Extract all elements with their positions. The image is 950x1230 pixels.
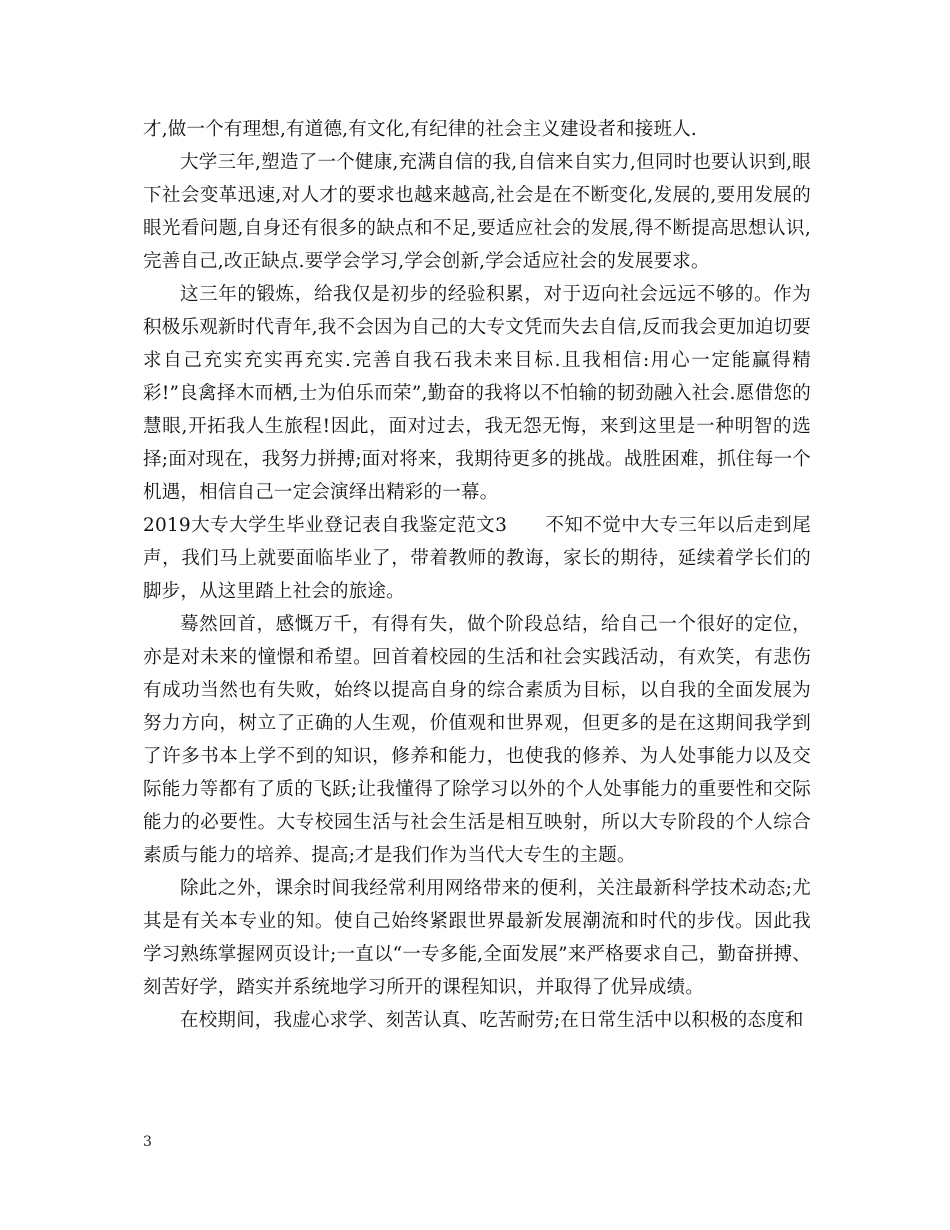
paragraph-2: 大学三年,塑造了一个健康,充满自信的我,自信来自实力,但同时也要认识到,眼下社会变革迅速,对人才的要求也越来越高,社会是在不断变化,发展的,要用发展的眼光看问题,自身还有很多的缺点和不足,要适应社会的发展,得不断提高思想认识,完善自己,改正缺点.要学会学习,学会创新,学会适应社会的发展要求。 [143, 152, 811, 272]
paragraph-1: 才,做一个有理想,有道德,有文化,有纪律的社会主义建设者和接班人. [143, 119, 698, 140]
paragraph-6: 除此之外，课余时间我经常利用网络带来的便利，关注最新科学技术动态;尤其是有关本专业的知。使自己始终紧跟世界最新发展潮流和时代的步伐。因此我学习熟练掌握网页设计;一直以“一专多能,全面发展”来严格要求自己，勤奋拼搏、刻苦好学，踏实并系统地学习所开的课程知识，并取得了优异成绩。 [143, 878, 811, 998]
paragraph-5: 蓦然回首，感慨万千，有得有失，做个阶段总结，给自己一个很好的定位，亦是对未来的憧憬和希望。回首着校园的生活和社会实践活动，有欢笑，有悲伤有成功当然也有失败，始终以提高自身的综合素质为目标，以自我的全面发展为努力方向，树立了正确的人生观，价值观和世界观，但更多的是在这期间我学到了许多书本上学不到的知识，修养和能力，也使我的修养、为人处事能力以及交际能力等都有了质的飞跃;让我懂得了除学习以外的个人处事能力的重要性和交际能力的必要性。大专校园生活与社会生活是相互映射，所以大专阶段的个人综合素质与能力的培养、提高;才是我们作为当代大专生的主题。 [143, 614, 811, 866]
document-body [143, 113, 811, 1037]
paragraph-4-section-heading: 2019大专大学生毕业登记表自我鉴定范文3 不知不觉中大专三年以后走到尾声，我们马上就要面临毕业了，带着教师的教诲，家长的期待，延续着学长们的脚步，从这里踏上社会的旅途。 [143, 515, 811, 602]
paragraph-3: 这三年的锻炼，给我仅是初步的经验积累，对于迈向社会远远不够的。作为积极乐观新时代青年,我不会因为自己的大专文凭而失去自信,反而我会更加迫切要求自己充实充实再充实.完善自我石我未来目标.且我相信:用心一定能赢得精彩!”良禽择木而栖,士为伯乐而荣”,勤奋的我将以不怕输的韧劲融入社会.愿借您的慧眼,开拓我人生旅程!因此，面对过去，我无怨无悔，来到这里是一种明智的选择;面对现在，我努力拼搏;面对将来，我期待更多的挑战。战胜困难，抓住每一个机遇，相信自己一定会演绎出精彩的一幕。 [143, 284, 811, 503]
page-number: 3 [143, 1134, 152, 1150]
paragraph-7: 在校期间，我虚心求学、刻苦认真、吃苦耐劳;在日常生活中以积极的态度和 [180, 1010, 804, 1031]
